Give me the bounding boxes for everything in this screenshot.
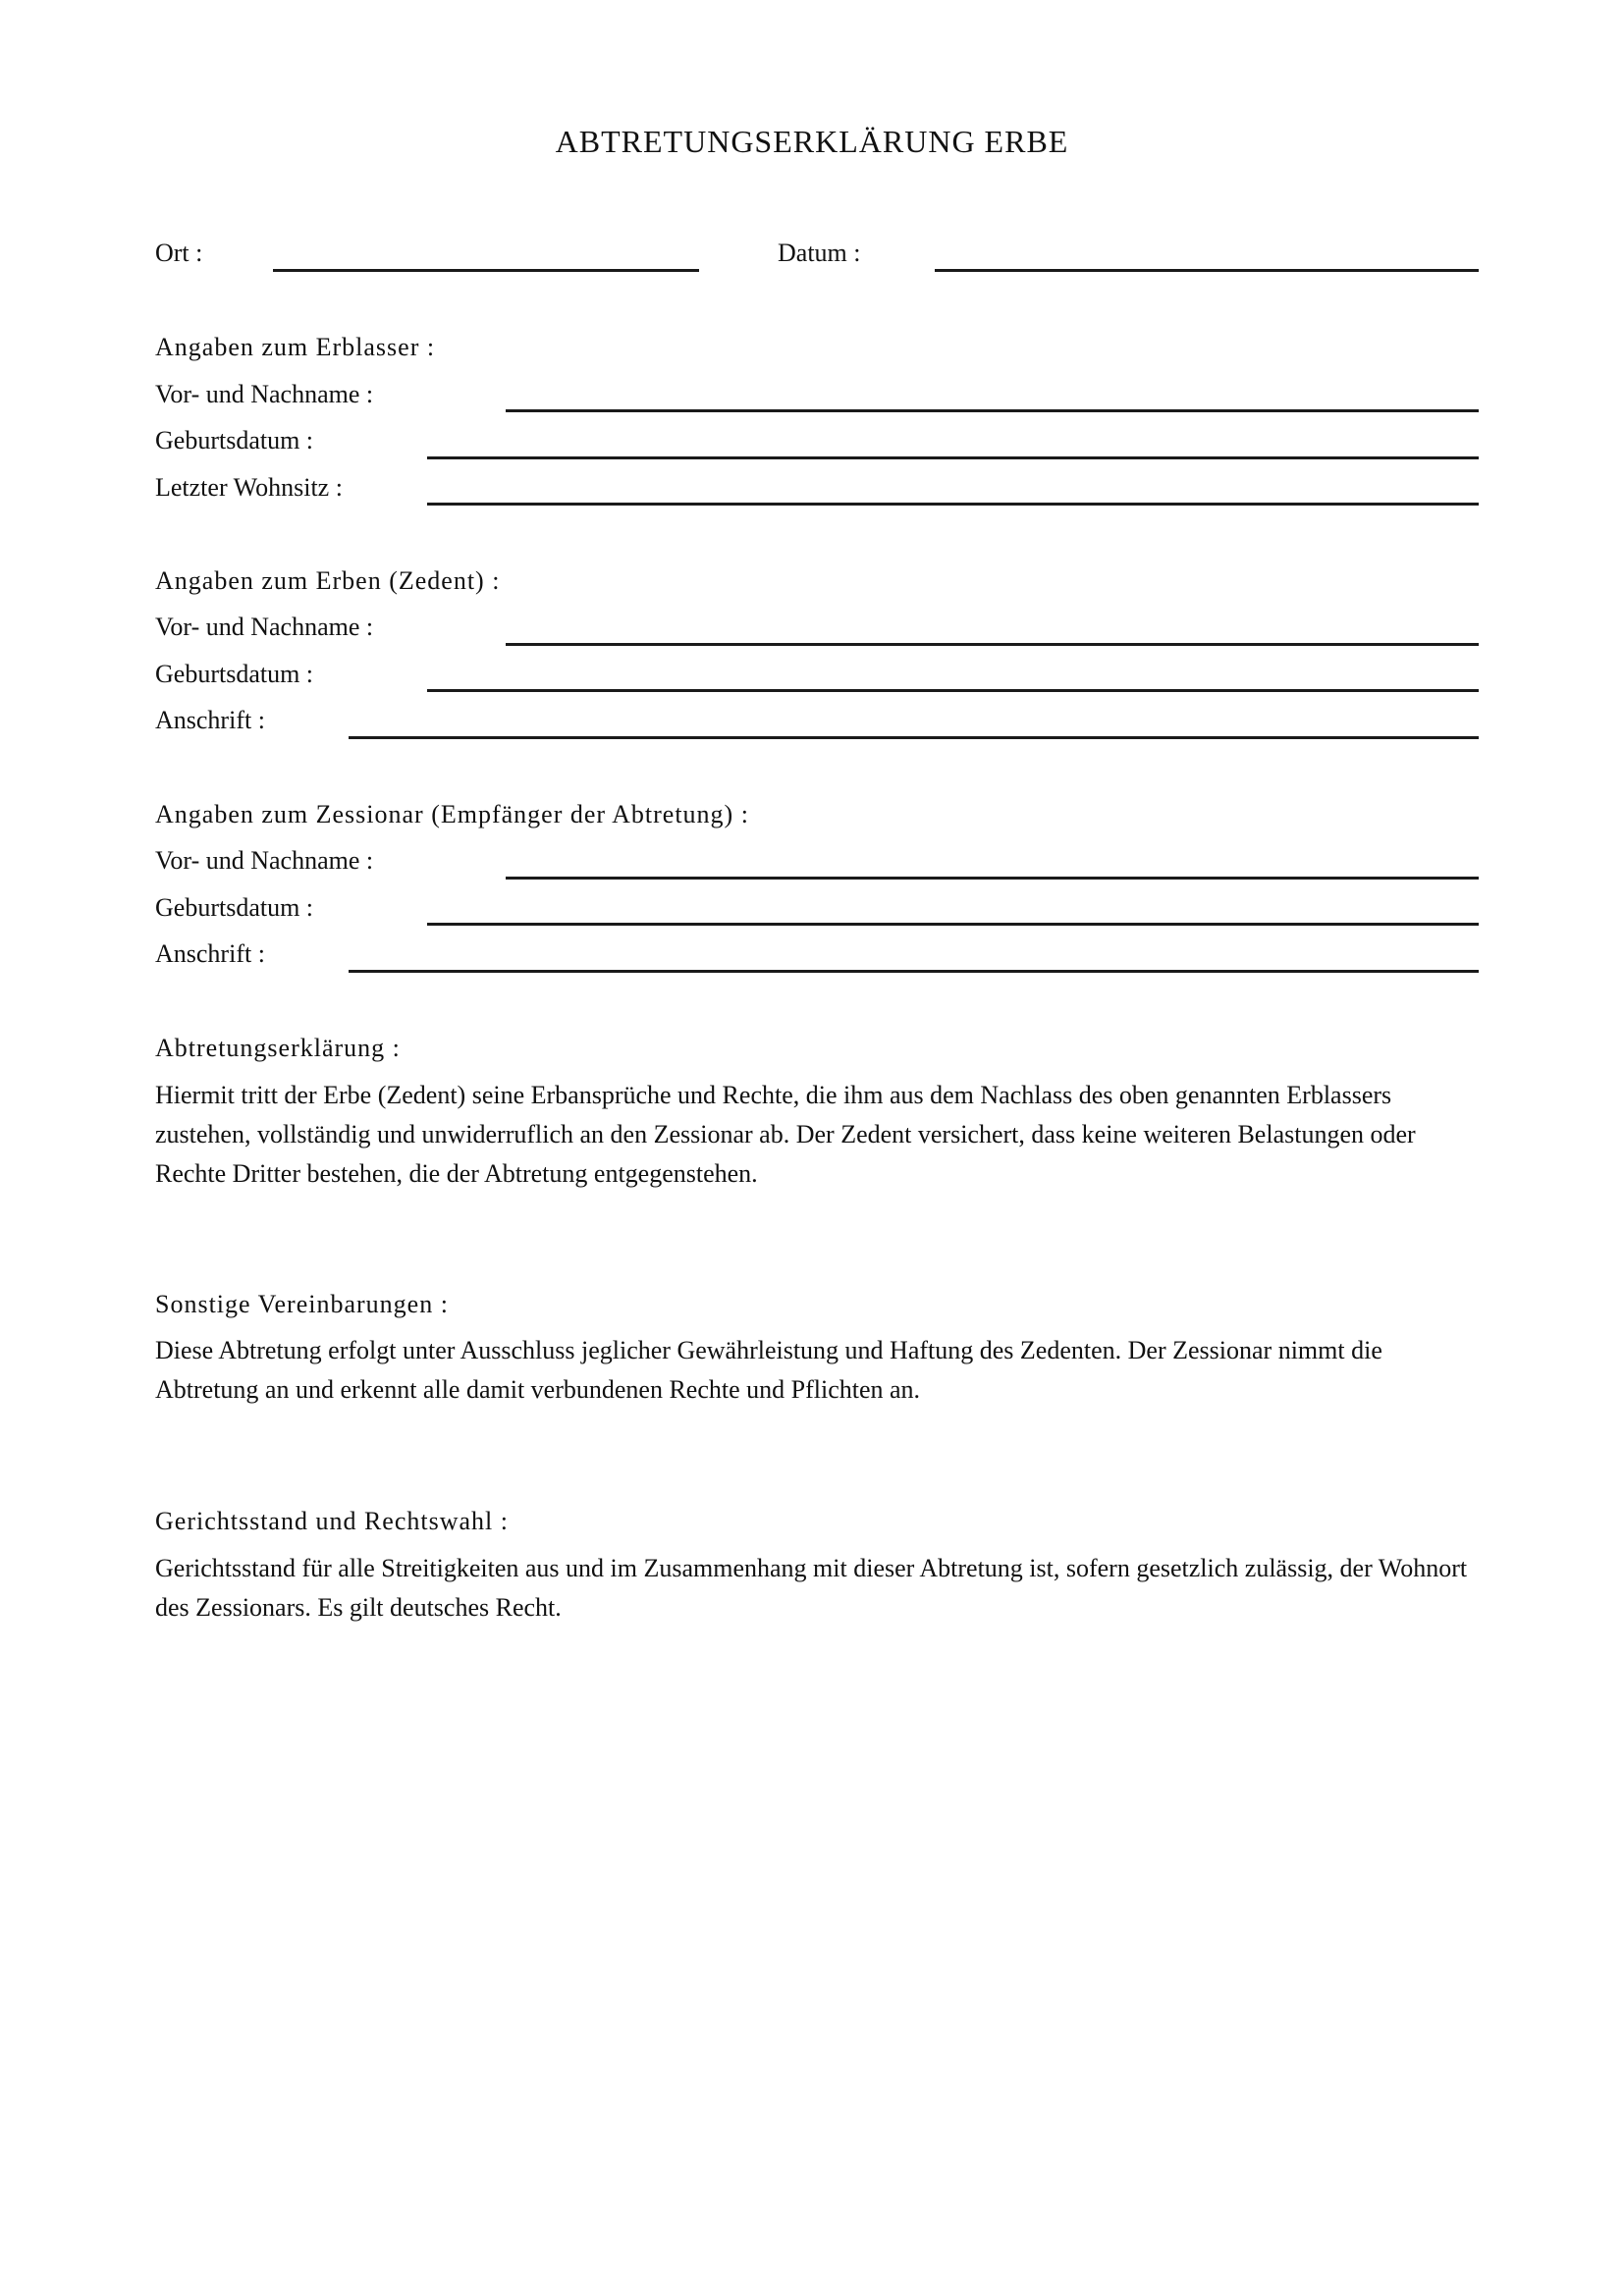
- document-title: ABTRETUNGSERKLÄRUNG ERBE: [555, 124, 1069, 159]
- date-input-line[interactable]: [935, 269, 1479, 272]
- date-label: Datum :: [778, 239, 861, 267]
- erbe-address-input-line[interactable]: [349, 736, 1479, 739]
- erbe-birthdate-label: Geburtsdatum :: [155, 660, 314, 688]
- erbe-address-label: Anschrift :: [155, 706, 265, 734]
- erbe-name-label: Vor- und Nachname :: [155, 613, 374, 641]
- erblasser-name-label: Vor- und Nachname :: [155, 380, 374, 408]
- zessionar-address-input-line[interactable]: [349, 970, 1479, 973]
- place-input-line[interactable]: [273, 269, 699, 272]
- zessionar-heading: Angaben zum Zessionar (Empfänger der Abtretung) :: [155, 800, 749, 828]
- erblasser-heading: Angaben zum Erblasser :: [155, 333, 436, 361]
- erblasser-birthdate-label: Geburtsdatum :: [155, 426, 314, 454]
- vereinbarungen-heading: Sonstige Vereinbarungen :: [155, 1290, 449, 1318]
- erbe-birthdate-input-line[interactable]: [427, 689, 1479, 692]
- zessionar-name-input-line[interactable]: [506, 877, 1479, 880]
- abtretung-text: Hiermit tritt der Erbe (Zedent) seine Erbansprüche und Rechte, die ihm aus dem Nachlass des oben genannten Erblassers zustehen, vollständig und unwiderruflich an den Zessionar ab. Der Zedent versichert, dass keine weiteren Belastungen oder Rechte Dritter bestehen, die der Abtretung entgegenstehen.: [155, 1081, 1416, 1188]
- erbe-heading: Angaben zum Erben (Zedent) :: [155, 566, 501, 595]
- place-label: Ort :: [155, 239, 203, 267]
- gerichtsstand-heading: Gerichtsstand und Rechtswahl :: [155, 1507, 509, 1535]
- zessionar-birthdate-label: Geburtsdatum :: [155, 893, 314, 922]
- zessionar-birthdate-input-line[interactable]: [427, 923, 1479, 926]
- gerichtsstand-text: Gerichtsstand für alle Streitigkeiten aus und im Zusammenhang mit dieser Abtretung ist, sofern gesetzlich zulässig, der Wohnort des Zessionars. Es gilt deutsches Recht.: [155, 1554, 1468, 1622]
- erblasser-residence-input-line[interactable]: [427, 503, 1479, 506]
- erblasser-residence-label: Letzter Wohnsitz :: [155, 473, 343, 502]
- zessionar-name-label: Vor- und Nachname :: [155, 846, 374, 875]
- zessionar-address-label: Anschrift :: [155, 939, 265, 968]
- erbe-name-input-line[interactable]: [506, 643, 1479, 646]
- erblasser-name-input-line[interactable]: [506, 409, 1479, 412]
- abtretung-heading: Abtretungserklärung :: [155, 1034, 401, 1062]
- erblasser-birthdate-input-line[interactable]: [427, 456, 1479, 459]
- vereinbarungen-text: Diese Abtretung erfolgt unter Ausschluss jeglicher Gewährleistung und Haftung des Zedenten. Der Zessionar nimmt die Abtretung an und erkennt alle damit verbundenen Rechte und Pflichten an.: [155, 1336, 1382, 1404]
